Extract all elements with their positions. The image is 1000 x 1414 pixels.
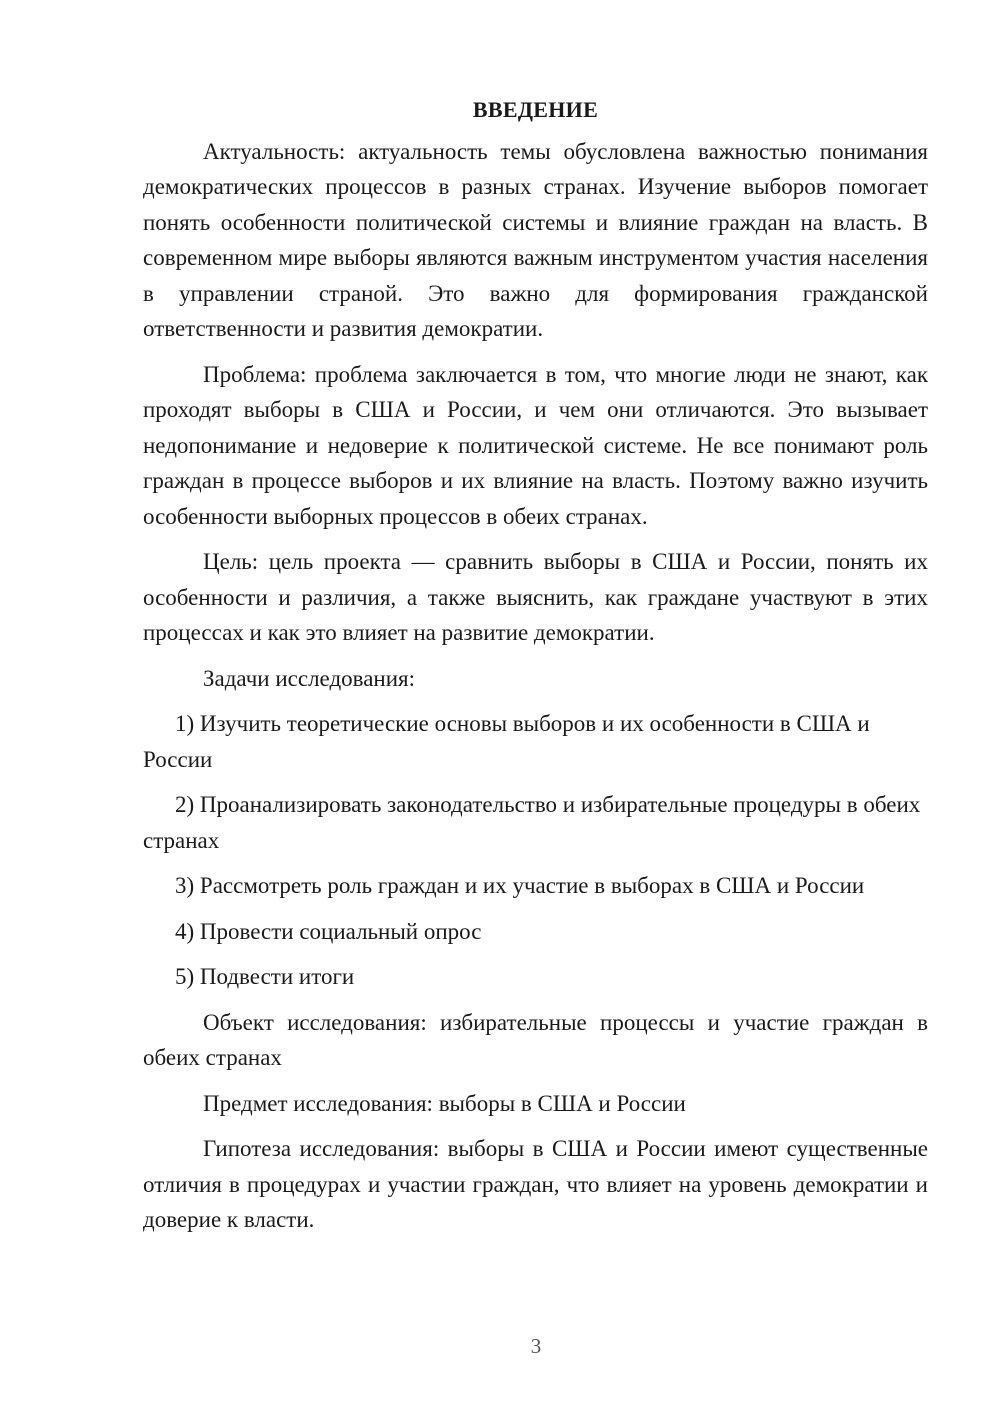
section-title: ВВЕДЕНИЕ (472, 97, 599, 122)
paragraph-subject: Предмет исследования: выборы в США и России (203, 1090, 686, 1116)
task-item: 5) Подвести итоги (175, 964, 355, 989)
paragraph-problem: Проблема: проблема заключается в том, что многие люди не знают, как проходят выборы в США и России, и чем они отличаются. Это вызывает недопонимание и недоверие к политической системе. Не все понимают роль граждан в процессе выборов и их влияние на власть. Поэтому важно изучить особенности выборных процессов в обеих странах. (143, 361, 928, 529)
task-list (143, 706, 928, 995)
page-content (143, 92, 928, 1248)
paragraph-goal: Цель: цель проекта — сравнить выборы в США и России, понять их особенности и различия, а также выяснить, как граждане участвуют в этих процессах и как это влияет на развитие демократии. (143, 549, 928, 645)
task-item: 2) Проанализировать законодательство и избирательные процедуры в обеих странах (143, 792, 921, 853)
paragraph-object: Объект исследования: избирательные процессы и участие граждан в обеих странах (143, 1009, 928, 1070)
paragraph-relevance: Актуальность: актуальность темы обусловлена важностью понимания демократических процессов в разных странах. Изучение выборов помогает понять особенности политической системы и влияние граждан на власть. В современном мире выборы являются важным инструментом участия населения в управлении страной. Это важно для формирования гражданской ответственности и развития демократии. (143, 138, 928, 341)
paragraph-hypothesis: Гипотеза исследования: выборы в США и России имеют существенные отличия в процедурах и участии граждан, что влияет на уровень демократии и доверие к власти. (143, 1136, 928, 1232)
tasks-heading: Задачи исследования: (203, 665, 416, 691)
task-item: 3) Рассмотреть роль граждан и их участие в выборах в США и России (175, 873, 865, 898)
task-item: 4) Провести социальный опрос (175, 918, 482, 944)
page-number: 3 (530, 1334, 542, 1358)
task-item: 1) Изучить теоретические основы выборов и их особенности в США и России (143, 711, 870, 772)
